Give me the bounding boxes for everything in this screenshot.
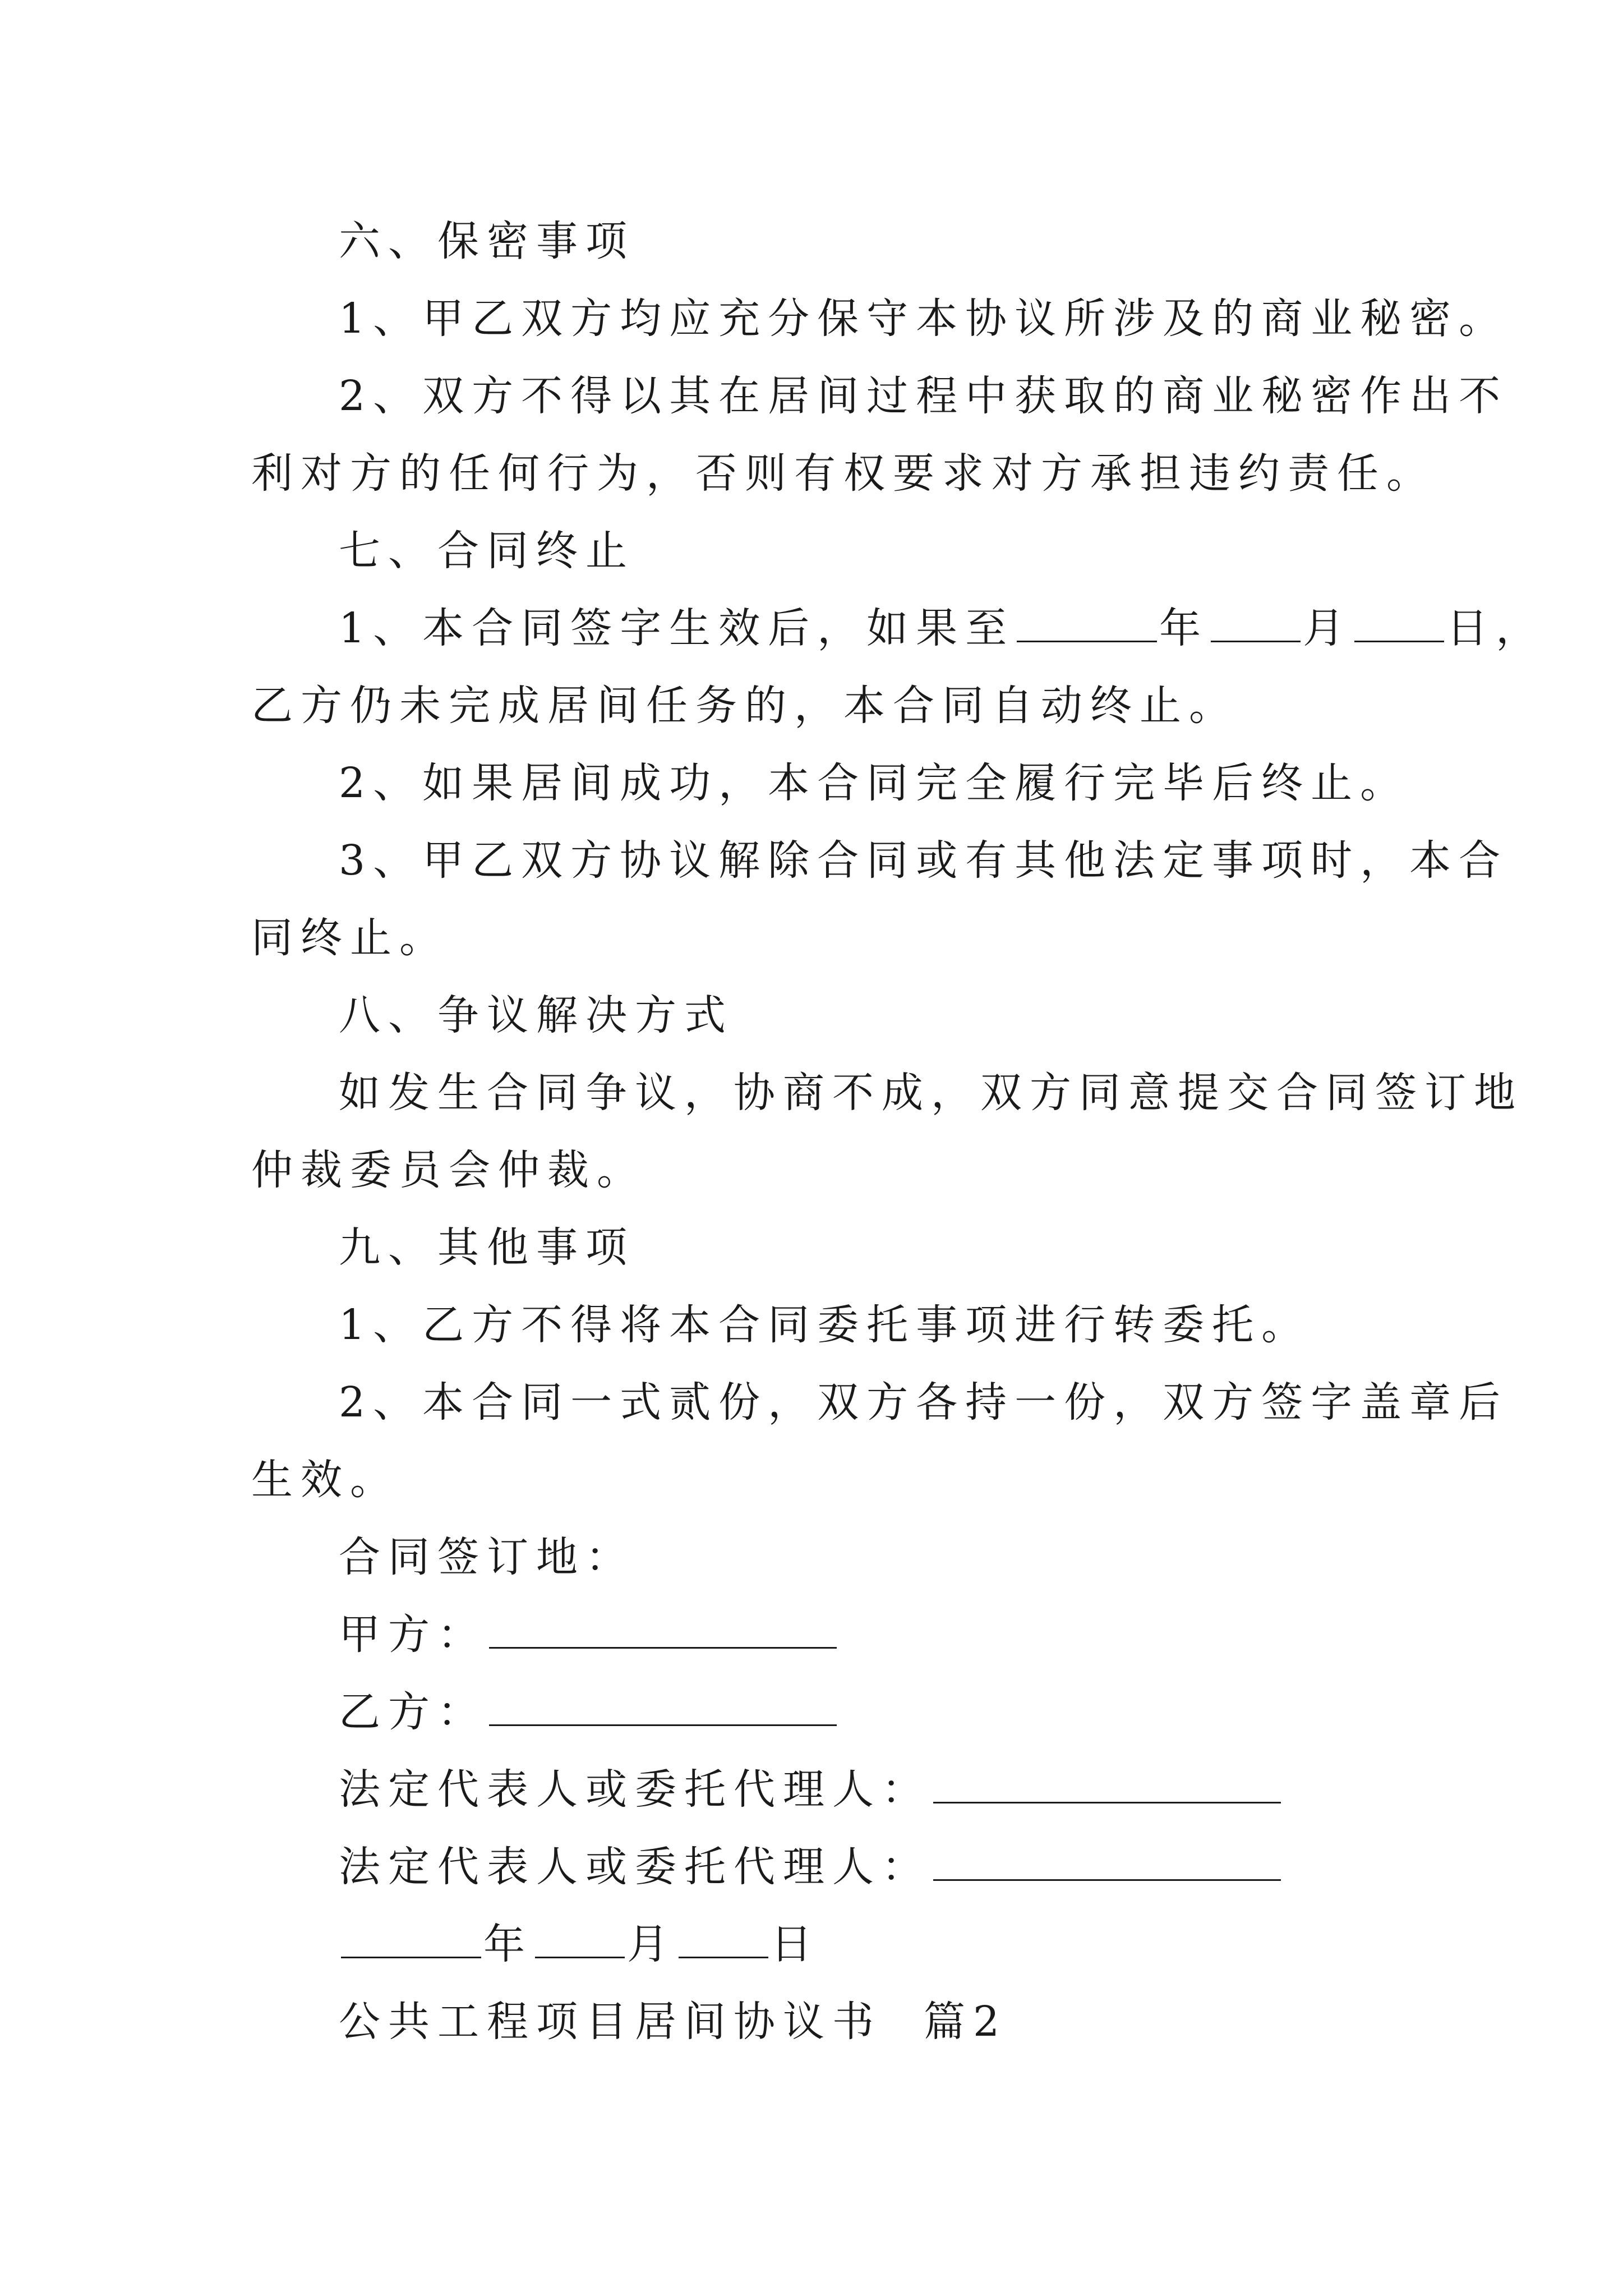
section-9-item-2-line-1: 2、本合同一式贰份，双方各持一份，双方签字盖章后 [339, 1378, 1509, 1427]
day-label: 日， [1446, 604, 1546, 652]
date-year-blank [341, 1917, 481, 1958]
date-line [339, 1916, 820, 1972]
section-6-item-2-line-2: 利对方的任何行为，否则有权要求对方承担违约责任。 [251, 449, 1436, 498]
party-a-line [339, 1607, 839, 1663]
party-b-blank [489, 1685, 837, 1726]
section-6-item-2-line-1: 2、双方不得以其在居间过程中获取的商业秘密作出不 [339, 372, 1509, 420]
rep-2-label: 法定代表人或委托代理人： [339, 1843, 931, 1891]
rep-2-line [339, 1839, 1283, 1895]
section-8-text-line-2: 仲裁委员会仲裁。 [251, 1146, 646, 1194]
section-7-item-1-line-2: 乙方仍未完成居间任务的，本合同自动终止。 [251, 682, 1238, 730]
section-7-item-2: 2、如果居间成功，本合同完全履行完毕后终止。 [339, 759, 1410, 807]
month-label: 月 [1303, 604, 1353, 652]
rep-1-line [339, 1761, 1283, 1818]
day-blank [1354, 601, 1444, 642]
year-label: 年 [1159, 604, 1209, 652]
date-month-label: 月 [627, 1920, 676, 1968]
party-b-line [339, 1684, 839, 1740]
party-a-blank [489, 1608, 837, 1649]
section-8-text-line-1: 如发生合同争议，协商不成，双方同意提交合同签订地 [339, 1069, 1523, 1117]
date-month-blank [535, 1917, 625, 1958]
rep-1-blank [933, 1763, 1281, 1803]
section-6-item-1: 1、甲乙双方均应充分保守本协议所涉及的商业秘密。 [339, 295, 1509, 343]
section-7-item-3-line-2: 同终止。 [251, 914, 449, 962]
next-document-title: 公共工程项目居间协议书 篇2 [339, 1998, 1008, 2046]
section-6-heading: 六、保密事项 [339, 217, 635, 265]
date-year-label: 年 [483, 1920, 533, 1968]
date-day-label: 日 [771, 1920, 820, 1968]
section-7-item-1-prefix: 1、本合同签字生效后，如果至 [339, 604, 1015, 652]
section-9-heading: 九、其他事项 [339, 1223, 635, 1272]
section-9-item-1: 1、乙方不得将本合同委托事项进行转委托。 [339, 1301, 1311, 1349]
party-a-label: 甲方： [339, 1611, 487, 1659]
section-7-heading: 七、合同终止 [339, 527, 635, 575]
signing-place: 合同签订地： [339, 1533, 635, 1581]
section-7-item-3-line-1: 3、甲乙双方协议解除合同或有其他法定事项时，本合 [339, 836, 1509, 885]
section-7-item-1-line-1 [339, 600, 1545, 656]
rep-1-label: 法定代表人或委托代理人： [339, 1765, 931, 1814]
month-blank [1211, 601, 1301, 642]
section-8-heading: 八、争议解决方式 [339, 991, 734, 1039]
party-b-label: 乙方： [339, 1688, 487, 1736]
rep-2-blank [933, 1840, 1281, 1881]
date-day-blank [679, 1917, 768, 1958]
year-blank [1017, 601, 1157, 642]
section-9-item-2-line-2: 生效。 [251, 1456, 399, 1504]
